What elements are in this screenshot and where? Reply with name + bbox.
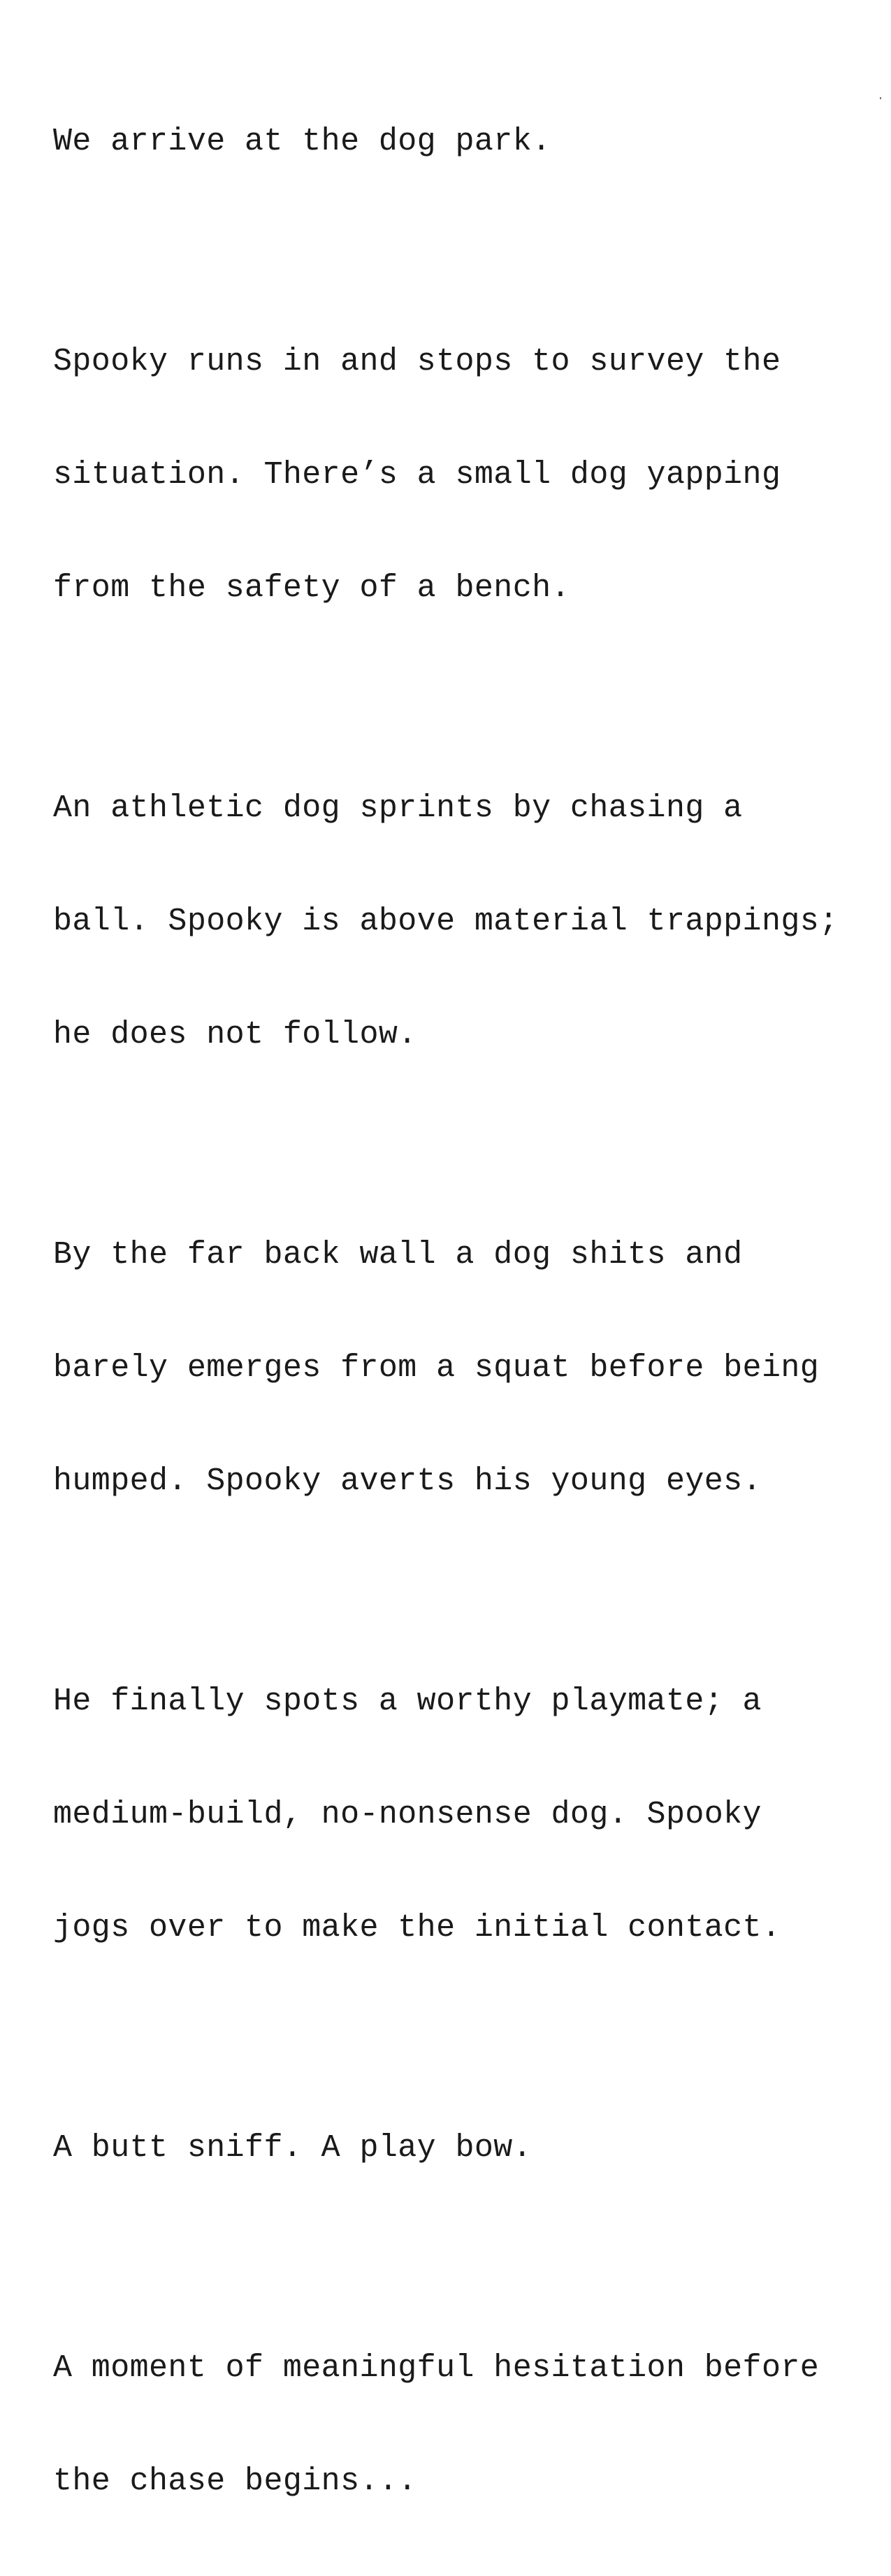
- text-line: the chase begins...: [53, 2463, 417, 2499]
- paragraph-arrival: [53, 48, 885, 236]
- text-line: jogs over to make the initial contact.: [53, 1910, 781, 1946]
- paragraph-playmate: [53, 1607, 885, 2023]
- text-line: humped. Spooky averts his young eyes.: [53, 1463, 762, 1499]
- text-line: A butt sniff. A play bow.: [53, 2130, 533, 2166]
- text-line: He finally spots a worthy playmate; a: [53, 1684, 762, 1719]
- text-line: from the safety of a bench.: [53, 570, 570, 606]
- paragraph-athletic-dog: [53, 714, 885, 1129]
- text-line: ball. Spooky is above material trappings;: [53, 904, 839, 939]
- text-line: A moment of meaningful hesitation before: [53, 2350, 820, 2386]
- paragraph-back-wall: [53, 1161, 885, 1576]
- text-line: An athletic dog sprints by chasing a: [53, 790, 743, 826]
- text-line: situation. There’s a small dog yapping: [53, 457, 781, 493]
- text-line: We arrive at the dog park.: [53, 124, 551, 159]
- text-line: By the far back wall a dog shits and: [53, 1237, 743, 1273]
- text-line: barely emerges from a squat before being: [53, 1350, 820, 1386]
- text-line: medium-build, no-nonsense dog. Spooky: [53, 1797, 762, 1832]
- paragraph-chase: [53, 2274, 885, 2576]
- paragraph-greeting: [53, 2054, 885, 2243]
- scan-speck: [880, 97, 881, 99]
- text-line: he does not follow.: [53, 1017, 417, 1052]
- text-line: Spooky runs in and stops to survey the: [53, 344, 781, 379]
- story-text: [53, 48, 885, 2576]
- paragraph-survey: [53, 268, 885, 683]
